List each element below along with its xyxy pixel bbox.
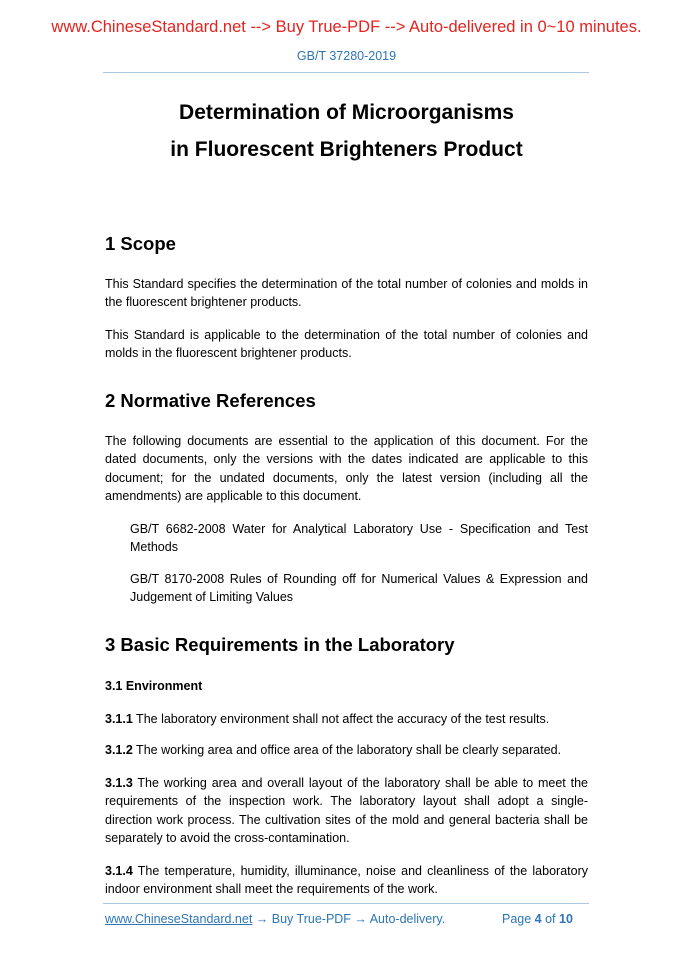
section-1-heading: 1 Scope [105,233,176,254]
clause-text: The working area and overall layout of the laboratory shall be able to meet the requirements of the inspection work. The laboratory layout shall adopt a single-direction work process. The cultivation sites of the mold and general bacteria shall be separately to avoid the cross-contamination. [105,776,588,845]
reference-item: GB/T 8170-2008 Rules of Rounding off for Numerical Values & Expression and Judgement of Limiting Values [130,572,588,605]
header-divider [103,72,589,73]
clause [105,774,588,847]
clause [105,710,588,728]
doc-title-line2: in Fluorescent Brighteners Product [170,138,523,161]
clause-number: 3.1.3 [105,776,133,790]
section-3-heading: 3 Basic Requirements in the Laboratory [105,634,455,655]
clause-text: The laboratory environment shall not affect the accuracy of the test results. [132,712,550,726]
current-page: 4 [534,912,542,926]
doc-title-line1: Determination of Microorganisms [179,101,514,124]
footer-link[interactable]: www.ChineseStandard.net [105,912,253,926]
total-pages: 10 [559,912,573,926]
clause [105,862,588,899]
clause-number: 3.1.2 [105,743,133,757]
clause-text: The temperature, humidity, illuminance, noise and cleanliness of the laboratory indoor environment shall meet the requirements of the work. [105,864,588,897]
paragraph: The following documents are essential to the application of this document. For the dated documents, only the versions with the dates indicated are applicable to this document; for the undated documents, only the latest version (including all the amendments) are applicable to this document. [105,434,588,503]
clause-text: The working area and office area of the laboratory shall be clearly separated. [132,743,562,757]
clause [105,741,588,759]
clause-number: 3.1.1 [105,712,133,726]
standard-code: GB/T 37280-2019 [296,49,397,63]
page-number [502,912,573,926]
section-2-heading: 2 Normative References [105,390,316,411]
page-label: Page [502,912,535,926]
reference-item: GB/T 6682-2008 Water for Analytical Laboratory Use - Specification and Test Methods [130,522,588,555]
footer-divider [103,903,589,904]
paragraph: This Standard specifies the determination of the total number of colonies and molds in the fluorescent brightener products. [105,277,588,310]
promo-banner: www.ChineseStandard.net --> Buy True-PDF --> Auto-delivered in 0~10 minutes. [51,18,642,36]
footer-text: → Buy True-PDF → Auto-delivery. [252,912,446,926]
paragraph: This Standard is applicable to the determination of the total number of colonies and molds in the fluorescent brightener products. [105,328,588,361]
subsection-heading: 3.1 Environment [105,679,203,693]
of-label: of [541,912,559,926]
clause-number: 3.1.4 [105,864,133,878]
footer-promo [105,912,445,926]
